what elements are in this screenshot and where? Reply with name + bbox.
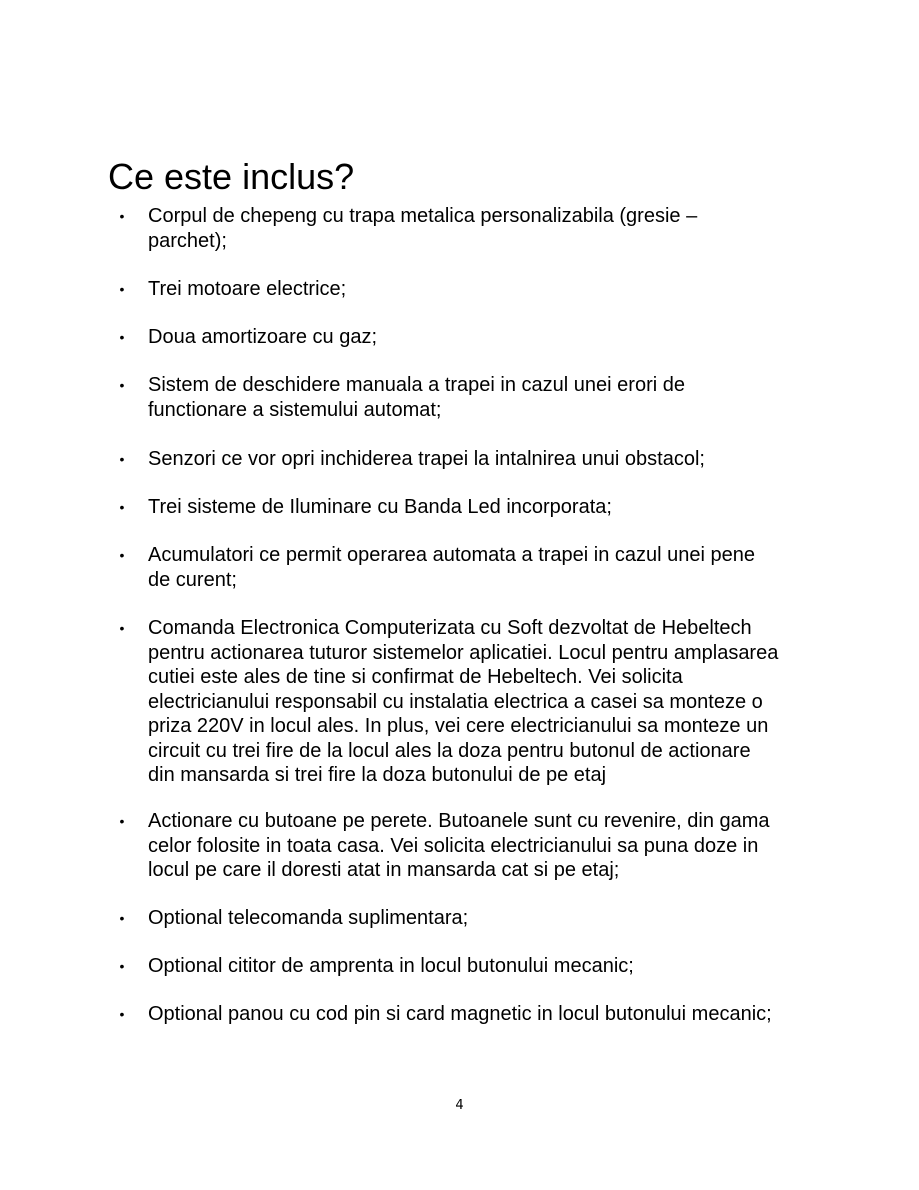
- list-item: [119, 1002, 828, 1027]
- list-item-text: Comanda Electronica Computerizata cu Soft dezvoltat de Hebeltech pentru actionarea tuturor sistemelor aplicatiei. Locul pentru amplasarea cutiei este ales de tine si confirmat de Hebeltech. Vei solicita electricianului responsabil cu instalatia electrica a casei sa monteze o priza 220V in locul ales. In plus, vei cere electricianului sa monteze un circuit cu trei fire de la locul ales la doza pentru butonul de actionare din mansarda si trei fire la doza butonului de pe etaj: [148, 617, 779, 786]
- list-item-text: Corpul de chepeng cu trapa metalica personalizabila (gresie – parchet);: [148, 205, 698, 252]
- bullet-icon: •: [119, 377, 125, 393]
- list-item-text: Optional telecomanda suplimentara;: [148, 907, 469, 929]
- list-item-text: Senzori ce vor opri inchiderea trapei la intalnirea unui obstacol;: [148, 448, 705, 470]
- bullet-icon: •: [119, 329, 125, 345]
- list-item-text: Optional panou cu cod pin si card magnetic in locul butonului mecanic;: [148, 1003, 772, 1025]
- list-item-text: Sistem de deschidere manuala a trapei in cazul unei erori de functionare a sistemului automat;: [148, 374, 685, 421]
- list-item-text: Optional cititor de amprenta in locul butonului mecanic;: [148, 955, 634, 977]
- list-item: [119, 906, 828, 931]
- list-item-text: Trei sisteme de Iluminare cu Banda Led incorporata;: [148, 496, 612, 518]
- bullet-icon: •: [119, 208, 125, 224]
- bullet-icon: •: [119, 547, 125, 563]
- list-item: [119, 277, 828, 302]
- list-item: [119, 809, 828, 883]
- list-item-text: Doua amortizoare cu gaz;: [148, 326, 378, 348]
- bullet-icon: •: [119, 281, 125, 297]
- list-item-text: Trei motoare electrice;: [148, 278, 347, 300]
- list-item: [119, 954, 828, 979]
- list-item: [119, 447, 828, 472]
- bullet-icon: •: [119, 499, 125, 515]
- bullet-icon: •: [119, 1006, 125, 1022]
- list-item: [119, 325, 828, 350]
- bullet-icon: •: [119, 451, 125, 467]
- bullet-icon: •: [119, 813, 125, 829]
- list-item: [119, 495, 828, 520]
- bullet-icon: •: [119, 910, 125, 926]
- section-heading: Ce este inclus?: [108, 156, 355, 197]
- bullet-icon: •: [119, 958, 125, 974]
- list-item: [119, 616, 828, 788]
- list-item: [119, 204, 828, 253]
- bullet-icon: •: [119, 620, 125, 636]
- list-item: [119, 373, 828, 422]
- list-item-text: Acumulatori ce permit operarea automata a trapei in cazul unei pene de curent;: [148, 544, 756, 591]
- page-number: 4: [455, 1098, 464, 1113]
- list-item-text: Actionare cu butoane pe perete. Butoanele sunt cu revenire, din gama celor folosite in toata casa. Vei solicita electricianului sa puna doze in locul pe care il doresti atat in mansarda cat si pe etaj;: [148, 810, 770, 881]
- list-item: [119, 543, 828, 592]
